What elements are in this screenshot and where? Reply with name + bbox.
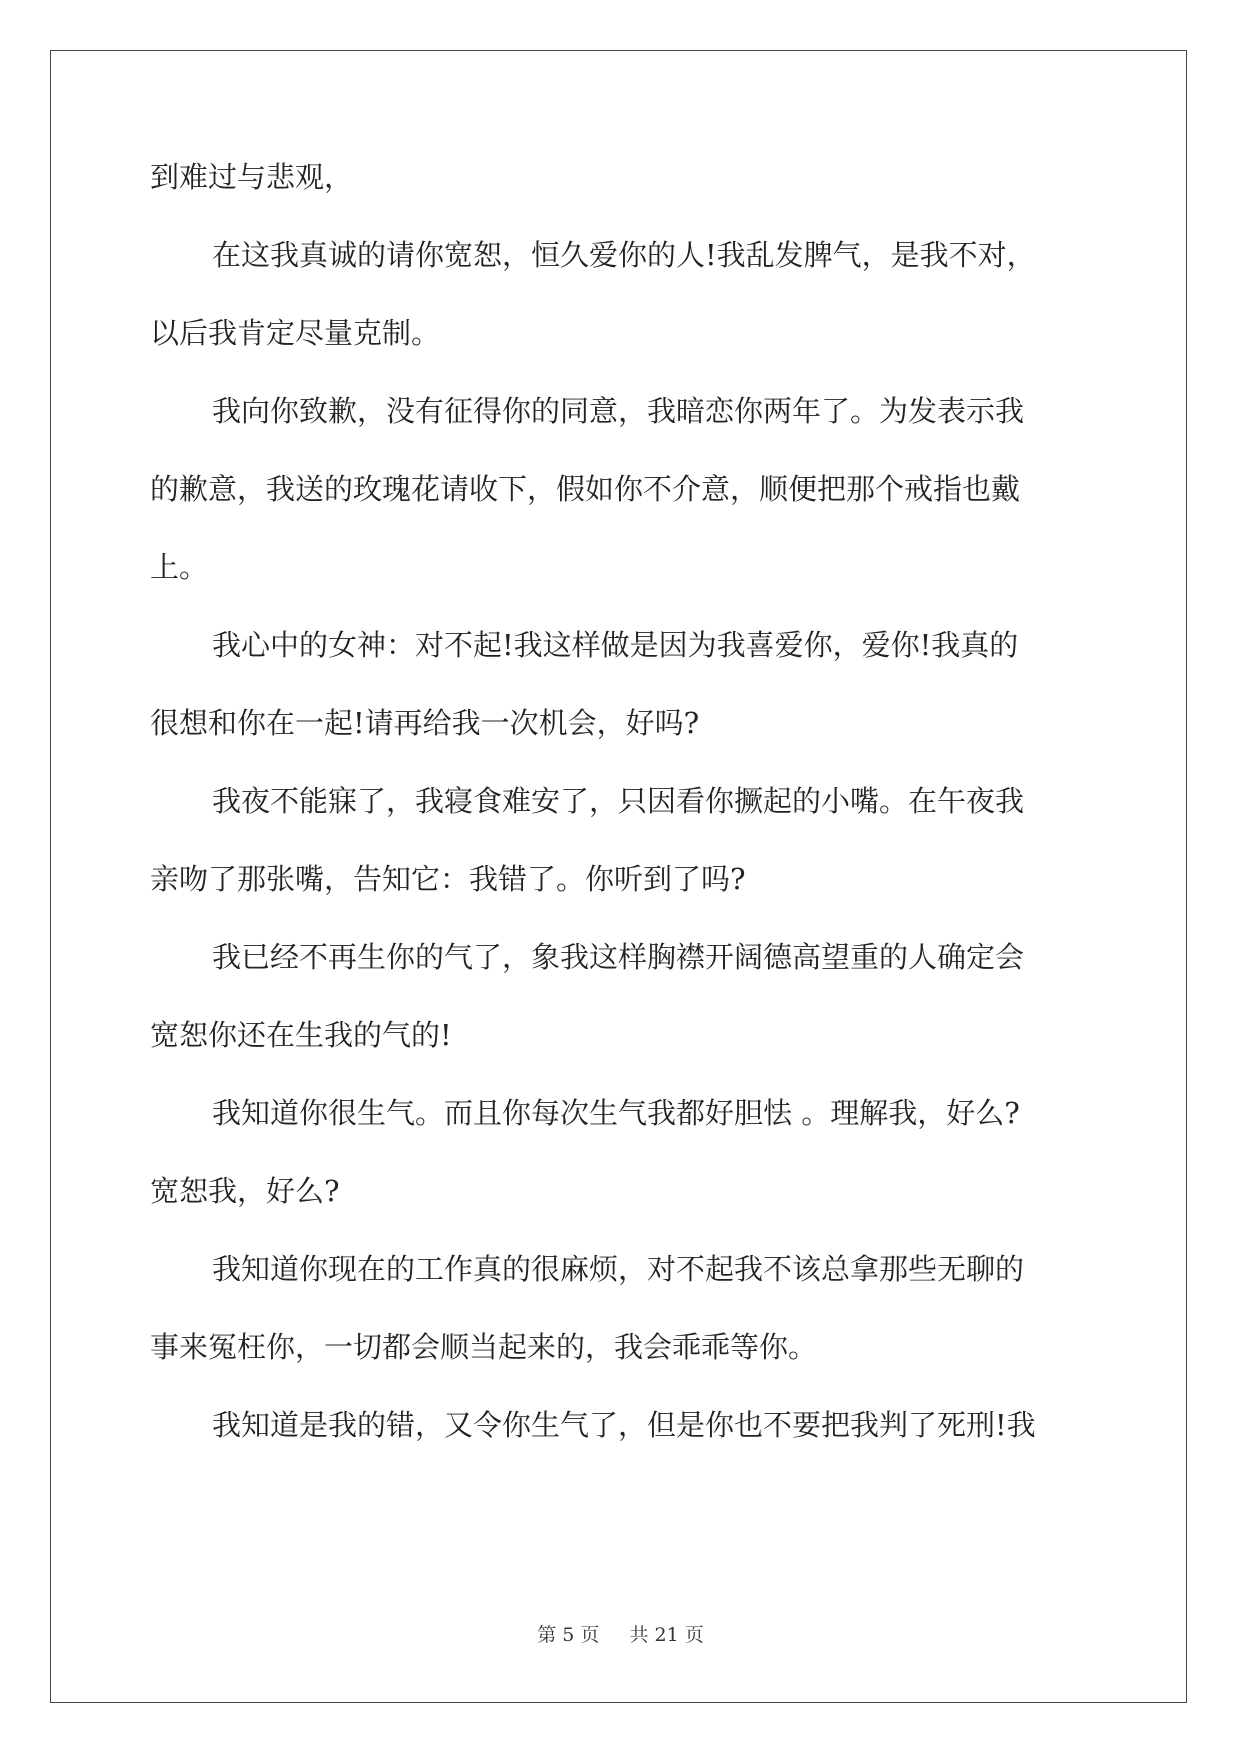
page-footer bbox=[0, 1620, 1241, 1647]
total-pages: 共 21 页 bbox=[629, 1624, 704, 1646]
text-line: 我心中的女神：对不起!我这样做是因为我喜爱你，爱你!我真的 bbox=[212, 628, 1019, 662]
text-line: 我知道你现在的工作真的很麻烦，对不起我不该总拿那些无聊的 bbox=[212, 1252, 1025, 1286]
text-line: 很想和你在一起!请再给我一次机会，好吗? bbox=[150, 706, 700, 740]
text-line: 我知道是我的错，又令你生气了，但是你也不要把我判了死刑!我 bbox=[212, 1408, 1036, 1442]
text-line: 到难过与悲观， bbox=[150, 160, 354, 194]
text-line: 事来冤枉你，一切都会顺当起来的，我会乖乖等你。 bbox=[150, 1330, 818, 1364]
text-line: 的歉意，我送的玫瑰花请收下，假如你不介意，顺便把那个戒指也戴 bbox=[150, 472, 1021, 506]
text-line: 亲吻了那张嘴，告知它：我错了。你听到了吗? bbox=[150, 862, 746, 896]
page-number: 第 5 页 bbox=[537, 1624, 600, 1646]
text-line: 我夜不能寐了，我寝食难安了，只因看你撅起的小嘴。在午夜我 bbox=[212, 784, 1025, 818]
text-line: 宽恕我，好么? bbox=[150, 1174, 340, 1208]
text-line: 在这我真诚的请你宽恕，恒久爱你的人!我乱发脾气，是我不对， bbox=[212, 238, 1036, 272]
text-line: 我知道你很生气。而且你每次生气我都好胆怯 。理解我，好么? bbox=[212, 1096, 1020, 1130]
text-line: 我已经不再生你的气了，象我这样胸襟开阔德高望重的人确定会 bbox=[212, 940, 1025, 974]
text-line: 以后我肯定尽量克制。 bbox=[150, 316, 441, 350]
document-body bbox=[150, 160, 1090, 1486]
text-line: 宽恕你还在生我的气的! bbox=[150, 1018, 452, 1052]
text-line: 上。 bbox=[150, 550, 209, 584]
text-line: 我向你致歉，没有征得你的同意，我暗恋你两年了。为发表示我 bbox=[212, 394, 1025, 428]
